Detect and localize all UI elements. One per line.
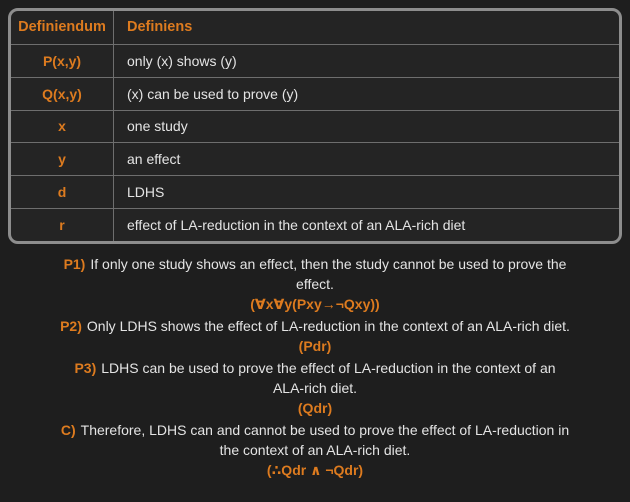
premise-p2-text	[59, 316, 571, 336]
premise-p1-sentence: If only one study shows an effect, then the study cannot be used to prove the effect.	[90, 256, 567, 292]
premise-p3-label: P3)	[74, 360, 97, 376]
premise-p2	[59, 316, 571, 356]
table-definition-y: an effect	[114, 142, 619, 175]
table-term-x: x	[11, 110, 114, 143]
table-definition-pxy: only (x) shows (y)	[114, 44, 619, 77]
premise-p3-sentence: LDHS can be used to prove the effect of LA-reduction in the context of an ALA-rich diet.	[101, 360, 556, 396]
table-term-y: y	[11, 142, 114, 175]
table-term-d: d	[11, 175, 114, 208]
definitions-table	[8, 8, 622, 244]
conclusion-label: C)	[60, 422, 76, 438]
premise-p3-formula: (Qdr)	[297, 400, 333, 416]
premise-p1-text	[59, 254, 571, 294]
conclusion-formula: (∴Qdr ∧ ¬Qdr)	[266, 462, 364, 478]
table-term-r: r	[11, 208, 114, 241]
premise-p1-label: P1)	[63, 256, 86, 272]
table-definition-qxy: (x) can be used to prove (y)	[114, 77, 619, 110]
argument-text-block	[59, 254, 571, 480]
table-header-definiens: Definiens	[127, 19, 193, 36]
premise-p1	[59, 254, 571, 314]
premise-p2-sentence: Only LDHS shows the effect of LA-reduction in the context of an ALA-rich diet.	[86, 318, 570, 334]
table-term-qxy: Q(x,y)	[11, 77, 114, 110]
table-definition-x: one study	[114, 110, 619, 143]
table-definition-d: LDHS	[114, 175, 619, 208]
argument-section	[0, 254, 630, 482]
table-header-definiendum: Definiendum	[11, 11, 114, 44]
conclusion-text	[59, 420, 571, 460]
premise-p2-formula: (Pdr)	[298, 338, 332, 354]
premise-p2-label: P2)	[60, 318, 82, 334]
premise-p3	[59, 358, 571, 418]
premise-p1-formula: (∀x∀y(Pxy→¬Qxy))	[250, 296, 380, 312]
conclusion-sentence: Therefore, LDHS can and cannot be used to prove the effect of LA-reduction in the context of an ALA-rich diet.	[80, 422, 570, 458]
conclusion	[59, 420, 571, 480]
table-definition-r: effect of LA-reduction in the context of an ALA-rich diet	[114, 208, 619, 241]
table-term-pxy: P(x,y)	[11, 44, 114, 77]
premise-p3-text	[59, 358, 571, 398]
